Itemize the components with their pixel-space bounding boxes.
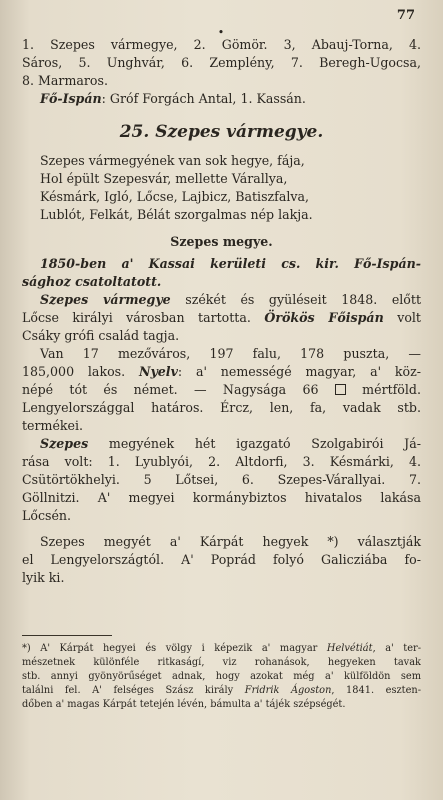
footnote xyxy=(22,642,421,712)
p1-text-6: népé tót és német. — Nagysága 66 xyxy=(22,382,319,397)
italic-heading xyxy=(22,255,421,291)
paragraph-3 xyxy=(22,533,421,587)
p1-line-8: termékei. xyxy=(22,418,84,433)
p2-line-3: Csütörtökhelyi. 5 Lőtsei, 6. Szepes-Várallyai. 7. xyxy=(22,472,421,487)
p2-line-4: Göllnitzi. A' megyei kormánybiztos hivatalos lakása xyxy=(22,490,421,505)
fn-text-4b: , 1841. eszten- xyxy=(331,685,422,696)
district-list xyxy=(22,36,421,108)
p1-text-1: székét és gyüléseit 1848. előtt xyxy=(170,292,422,307)
fn-text-4a: találni fel. A' felséges Szász király xyxy=(22,685,245,696)
intro-verse xyxy=(22,152,421,224)
paragraph-2 xyxy=(22,435,421,525)
square-symbol xyxy=(335,384,346,395)
p3-line-3: lyik ki. xyxy=(22,570,65,585)
footnote-line-5: dőben a' magas Kárpát tetején lévén, bámulta a' tájék szépségét. xyxy=(22,699,346,710)
fo-ispan-text: : Gróf Forgách Antal, 1. Kassán. xyxy=(101,91,306,106)
p1-text-2a: Lőcse királyi városban tartotta. xyxy=(22,310,265,325)
p1-text-6-end: mértföld. xyxy=(362,382,421,397)
p1-line-3: Csáky grófi család tagja. xyxy=(22,328,180,343)
district-line-3: 8. Marmaros. xyxy=(22,73,108,88)
p1-italic-1: Szepes vármegye xyxy=(40,292,171,307)
fn-italic-4: Fridrik Ágoston xyxy=(244,685,332,696)
p2-italic-1: Szepes xyxy=(40,436,89,451)
footnote-divider xyxy=(22,635,112,636)
page-marks: • xyxy=(217,26,226,39)
fn-text-1b: , a' ter- xyxy=(372,643,422,654)
p3-line-2: el Lengyelországtól. A' Poprád folyó Galicziába fo- xyxy=(22,552,421,567)
verse-line-1: Szepes vármegyének van sok hegye, fája, xyxy=(40,153,305,168)
section-heading: 25. Szepes vármegye. xyxy=(119,122,324,142)
p1-text-5a: 185,000 lakos. xyxy=(22,364,139,379)
p2-text-1: megyének hét igazgató Szolgabirói Já- xyxy=(88,436,421,451)
district-line-1: 1. Szepes vármegye, 2. Gömör. 3, Abauj-Torna, 4. xyxy=(22,37,421,52)
footnote-line-2: mészetnek különféle ritkaságí, viz rohanások, hegyeken tavak xyxy=(22,657,421,668)
verse-line-3: Késmárk, Igló, Lőcse, Lajbicz, Batiszfalva, xyxy=(40,189,310,204)
fo-ispan-label: Fő-Ispán xyxy=(40,91,102,106)
fn-text-1a: *) A' Kárpát hegyei és völgy i képezik a' magyar xyxy=(22,643,327,654)
p1-line-7: Lengyelországgal határos. Ércz, len, fa, vadak stb. xyxy=(22,400,421,415)
p1-line-5 xyxy=(22,363,421,381)
italic-heading-line-2: sághoz csatoltatott. xyxy=(22,274,162,289)
paragraph-1 xyxy=(22,291,421,435)
fn-italic-1: Helvétiát xyxy=(326,643,373,654)
p2-line-5: Lőcsén. xyxy=(22,508,72,523)
footnote-line-3: stb. annyi gyönyörűséget adnak, hogy azokat még a' külföldön sem xyxy=(22,671,421,682)
page-number: 77 xyxy=(396,8,415,23)
footnote-line-4 xyxy=(22,684,421,698)
p1-line-4: Van 17 mezőváros, 197 falu, 178 puszta, — xyxy=(40,346,421,361)
p1-italic-5: Nyelv xyxy=(138,364,178,379)
fo-ispan-line xyxy=(22,90,421,108)
p2-line-1 xyxy=(22,435,421,453)
p1-italic-2: Örökös Főispán xyxy=(264,310,384,325)
p1-text-5b: : a' nemességé magyar, a' köz- xyxy=(177,364,421,379)
p3-line-1: Szepes megyét a' Kárpát hegyek *) választják xyxy=(40,534,421,549)
verse-line-4: Lublót, Felkát, Bélát szorgalmas nép lakja. xyxy=(40,207,313,222)
p1-line-1 xyxy=(22,291,421,309)
verse-line-2: Hol épült Szepesvár, mellette Várallya, xyxy=(40,171,288,186)
p1-line-2 xyxy=(22,309,421,327)
p1-line-6 xyxy=(22,381,421,399)
footnote-line-1 xyxy=(22,642,421,656)
p1-text-2b: volt xyxy=(383,310,421,325)
subheading: Szepes megye. xyxy=(170,234,273,249)
p2-line-2: rása volt: 1. Lyublyói, 2. Altdorfi, 3. Késmárki, 4. xyxy=(22,454,421,469)
district-line-2: Sáros, 5. Unghvár, 6. Zemplény, 7. Beregh-Ugocsa, xyxy=(22,55,421,70)
italic-heading-line-1: 1850-ben a' Kassai kerületi cs. kir. Fő-Ispán- xyxy=(40,256,421,271)
